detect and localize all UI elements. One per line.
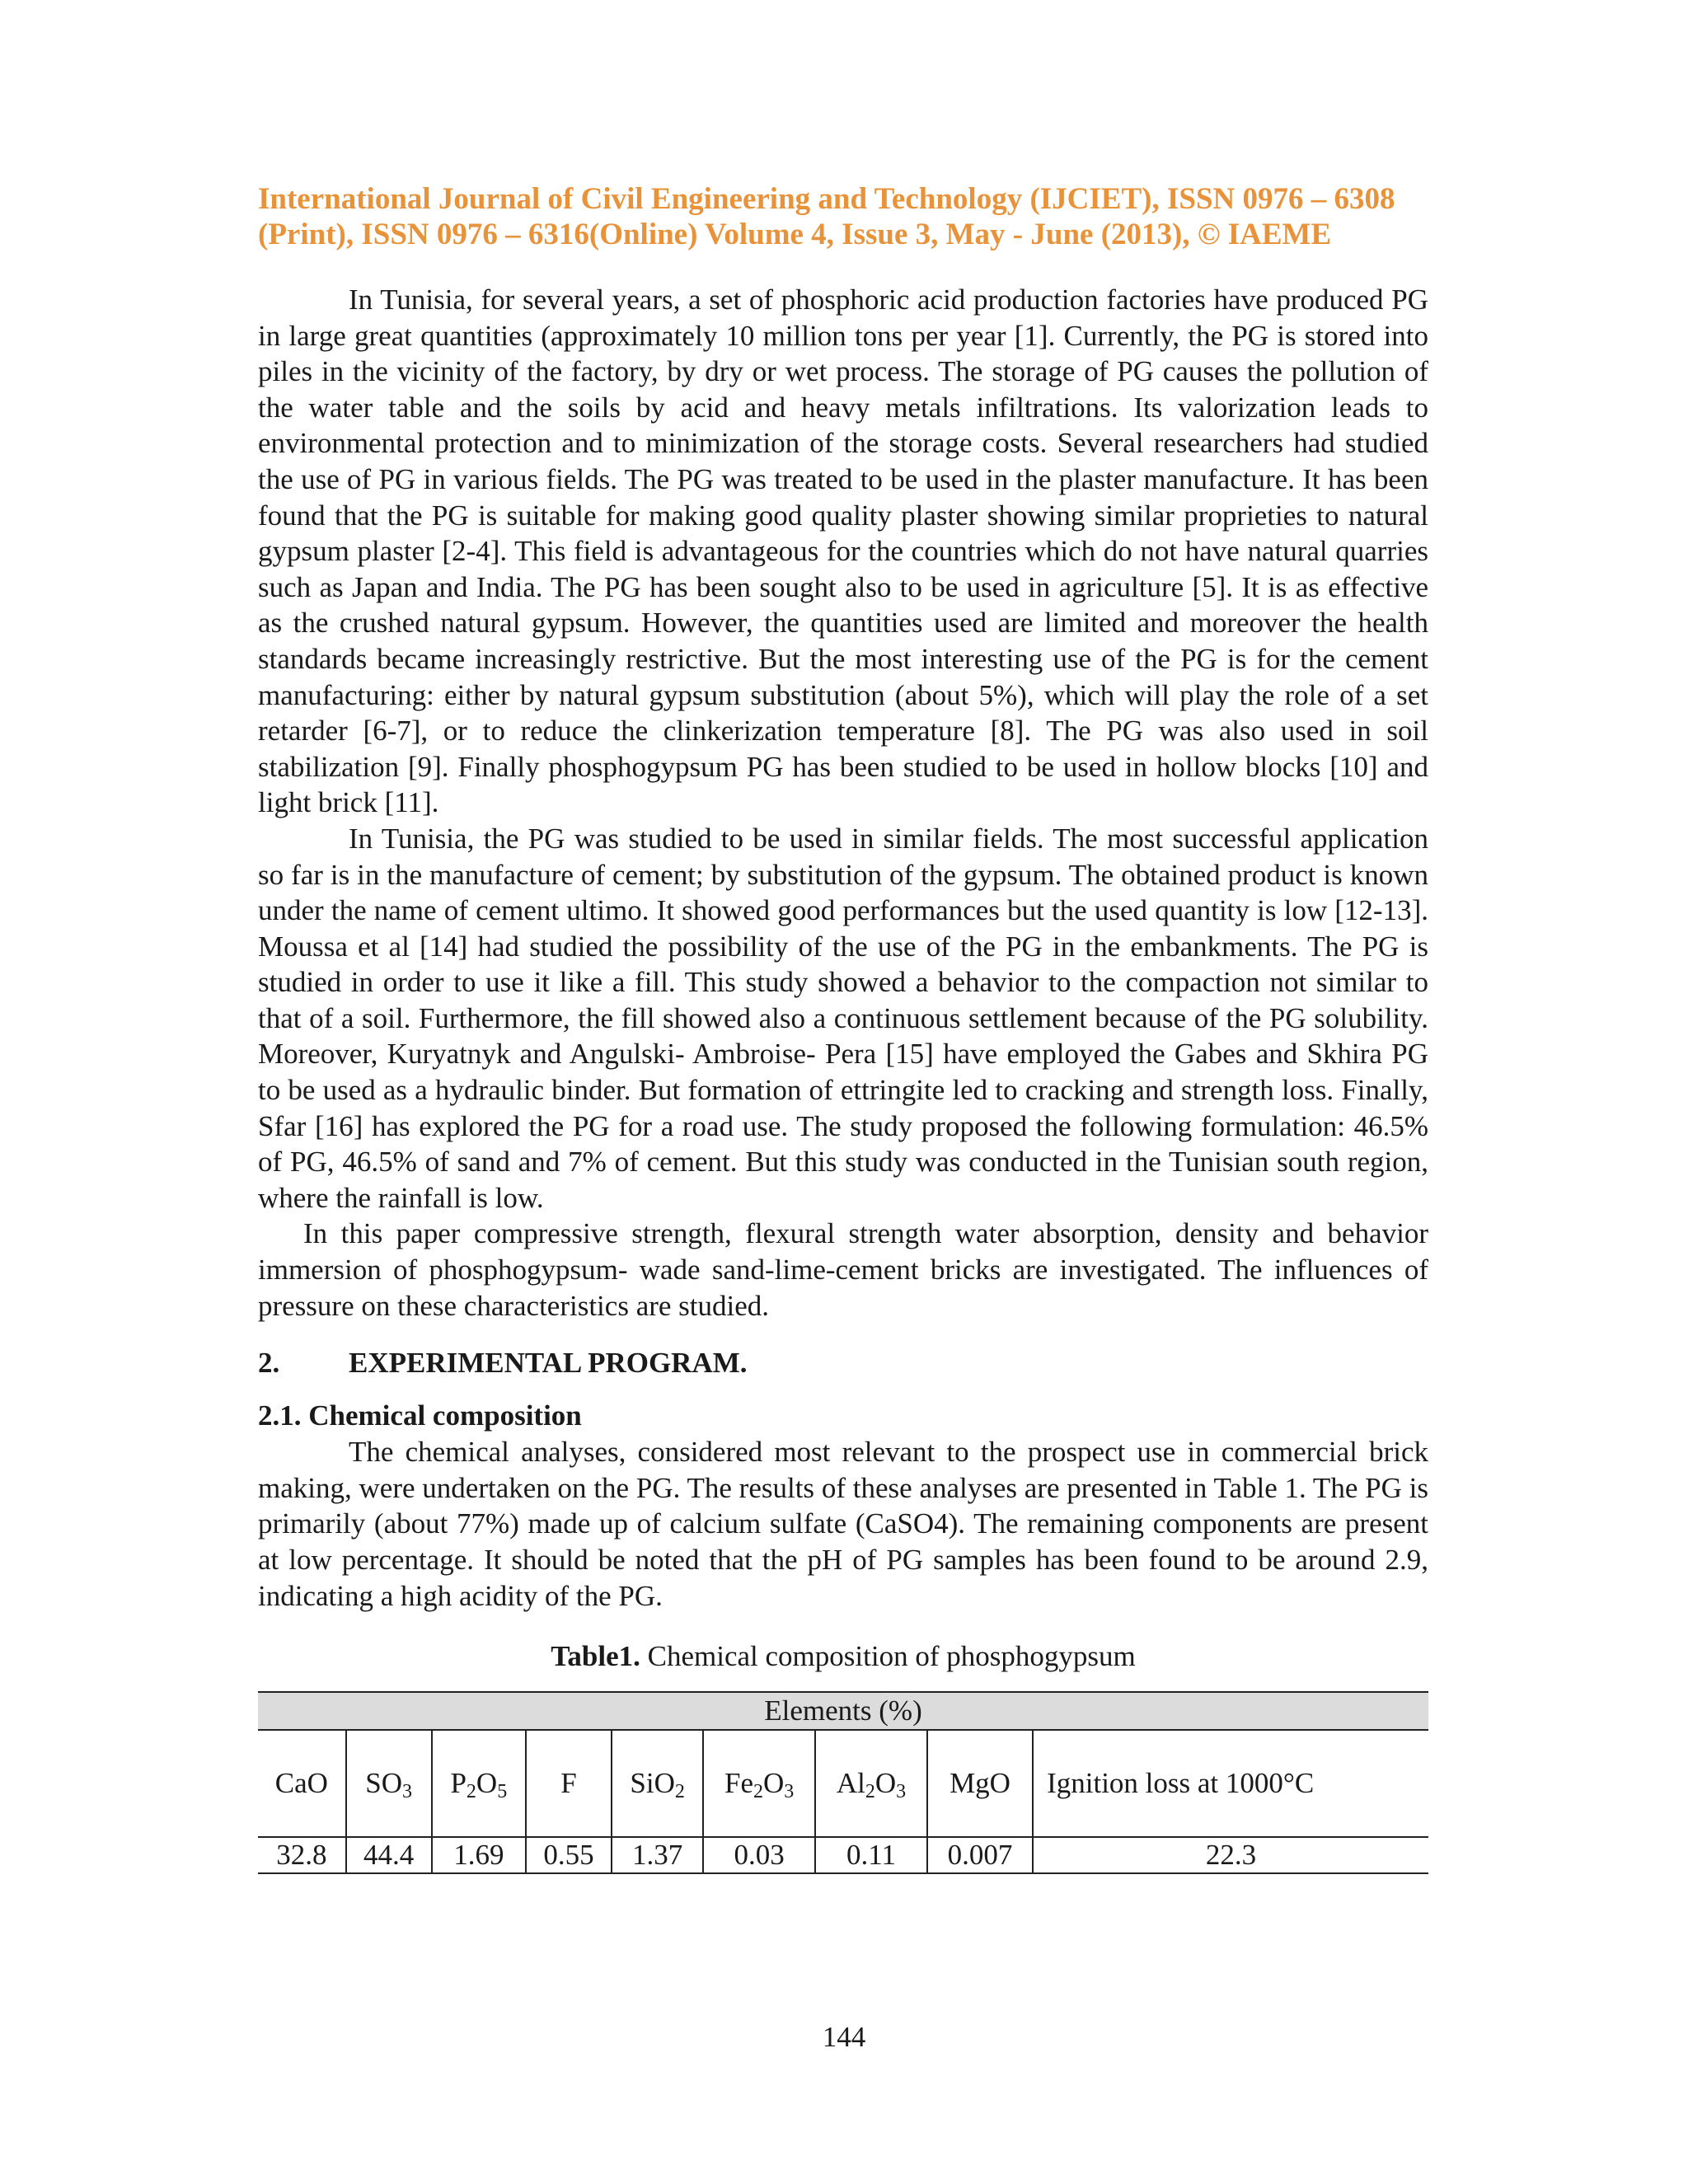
column-header: $SO_3$ [346, 1730, 432, 1837]
column-header: $P_2O_5$ [432, 1730, 526, 1837]
table-row [258, 1837, 1428, 1873]
column-header: $Al_2O_3$ [815, 1730, 927, 1837]
column-header: $Fe_2O_3$ [703, 1730, 815, 1837]
column-header: F [526, 1730, 612, 1837]
section-title: EXPERIMENTAL PROGRAM. [349, 1347, 748, 1380]
table-caption-label: Table1. [551, 1640, 640, 1673]
table-cell: 0.11 [815, 1837, 927, 1873]
table-cell: 22.3 [1033, 1837, 1428, 1873]
paragraph-4: The chemical analyses, considered most relevant to the prospect use in commercial brick making, were undertaken on the PG. The results of these analyses are presented in Table 1. The PG is primarily (about 77%) made up of calcium sulfate (CaSO4). The remaining components are present at low percentage. It should be noted that the pH of PG samples has been found to be around 2.9, indicating a high acidity of the PG. [258, 1436, 1428, 1612]
table-cell: 0.03 [703, 1837, 815, 1873]
table-cell: 32.8 [258, 1837, 346, 1873]
column-header: Ignition loss at 1000°C [1033, 1730, 1428, 1837]
page-content [258, 181, 1428, 1874]
column-header: CaO [258, 1730, 346, 1837]
journal-header [258, 181, 1428, 252]
section-number: 2. [258, 1347, 280, 1380]
paragraph-1: In Tunisia, for several years, a set of phosphoric acid production factories have produced PG in large great quantities (approximately 10 million tons per year [1]. Currently, the PG is stored into piles in the vicinity of the factory, by dry or wet process. The storage of PG causes the pollution of the water table and the soils by acid and heavy metals infiltrations. Its valorization leads to environmental protection and to minimization of the storage costs. Several researchers had studied the use of PG in various fields. The PG was treated to be used in the plaster manufacture. It has been found that the PG is suitable for making good quality plaster showing similar proprieties to natural gypsum plaster [2-4]. This field is advantageous for the countries which do not have natural quarries such as Japan and India. The PG has been sought also to be used in agriculture [5]. It is as effective as the crushed natural gypsum. However, the quantities used are limited and moreover the health standards became increasingly restrictive. But the most interesting use of the PG is for the cement manufacturing: either by natural gypsum substitution (about 5%), which will play the role of a set retarder [6-7], or to reduce the clinkerization temperature [8]. The PG was also used in soil stabilization [9]. Finally phosphogypsum PG has been studied to be used in hollow blocks [10] and light brick [11]. [258, 284, 1428, 819]
page-number: 144 [822, 2021, 866, 2053]
table-header-row [258, 1730, 1428, 1837]
subsection-title: 2.1. Chemical composition [258, 1399, 582, 1432]
paragraph-2: In Tunisia, the PG was studied to be used in similar fields. The most successful application so far is in the manufacture of cement; by substitution of the gypsum. The obtained product is known under the name of cement ultimo. It showed good performances but the used quantity is low [12-13]. Moussa et al [14] had studied the possibility of the use of the PG in the embankments. The PG is studied in order to use it like a fill. This study showed a behavior to the compaction not similar to that of a soil. Furthermore, the fill showed also a continuous settlement because of the PG solubility. Moreover, Kuryatnyk and Angulski- Ambroise- Pera [15] have employed the Gabes and Skhira PG to be used as a hydraulic binder. But formation of ettringite led to cracking and strength loss. Finally, Sfar [16] has explored the PG for a road use. The study proposed the following formulation: 46.5% of PG, 46.5% of sand and 7% of cement. But this study was conducted in the Tunisian south region, where the rainfall is low. [258, 822, 1428, 1214]
table-group-header: Elements (%) [258, 1692, 1428, 1730]
table-cell: 0.007 [927, 1837, 1033, 1873]
chemical-composition-table [258, 1691, 1428, 1874]
table-cell: 1.37 [612, 1837, 703, 1873]
section-heading [258, 1345, 1428, 1381]
paragraph-3: In this paper compressive strength, flexural strength water absorption, density and behavior immersion of phosphogypsum- wade sand-lime-cement bricks are investigated. The influences of pressure on these characteristics are studied. [258, 1217, 1428, 1322]
table-caption-text: Chemical composition of phosphogypsum [640, 1640, 1136, 1673]
column-header: MgO [927, 1730, 1033, 1837]
table-cell: 44.4 [346, 1837, 432, 1873]
table-cell: 1.69 [432, 1837, 526, 1873]
table-caption [258, 1638, 1428, 1675]
journal-header-line-1: International Journal of Civil Engineering and Technology (IJCIET), ISSN 0976 – 6308 [258, 182, 1395, 216]
journal-header-line-2: (Print), ISSN 0976 – 6316(Online) Volume 4, Issue 3, May - June (2013), © IAEME [258, 218, 1332, 251]
table-cell: 0.55 [526, 1837, 612, 1873]
column-header: SiO$_2$ [612, 1730, 703, 1837]
table-group-header-row [258, 1692, 1428, 1730]
